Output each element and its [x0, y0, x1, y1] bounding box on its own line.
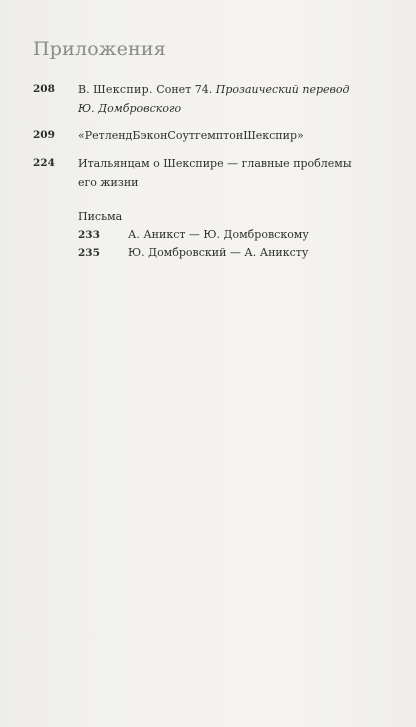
- entry-page-number: 209: [33, 129, 55, 141]
- toc-entry-224: [33, 154, 383, 192]
- toc-entry-209: [33, 126, 383, 145]
- letters-title: Письма: [78, 210, 123, 223]
- entry-title-italic: Прозаический перевод Ю. Домбровского: [78, 83, 350, 115]
- entry-page-number: 208: [33, 83, 55, 95]
- letter-row: [78, 226, 378, 244]
- entry-page-number: 224: [33, 157, 55, 169]
- entry-author-name: Шекспир.: [93, 83, 153, 96]
- toc-entry-208: [33, 80, 383, 118]
- entry-author-initial: В.: [78, 83, 94, 96]
- letter-row: [78, 244, 378, 262]
- entry-title-plain: Сонет 74.: [152, 83, 216, 96]
- letter-title: А. Аникст — Ю. Домбровскому: [128, 228, 309, 241]
- letter-page-number: 233: [78, 229, 100, 241]
- entry-title: [78, 80, 368, 118]
- letter-page-number: 235: [78, 247, 100, 259]
- entry-title: «РетлендБэконСоутгемптонШекспир»: [78, 129, 304, 142]
- letters-section: [78, 208, 378, 262]
- section-heading: Приложения: [33, 38, 166, 60]
- entry-title: Итальянцам о Шекспире — главные проблемы его жизни: [78, 157, 352, 189]
- letter-title: Ю. Домбровский — А. Аниксту: [128, 246, 309, 259]
